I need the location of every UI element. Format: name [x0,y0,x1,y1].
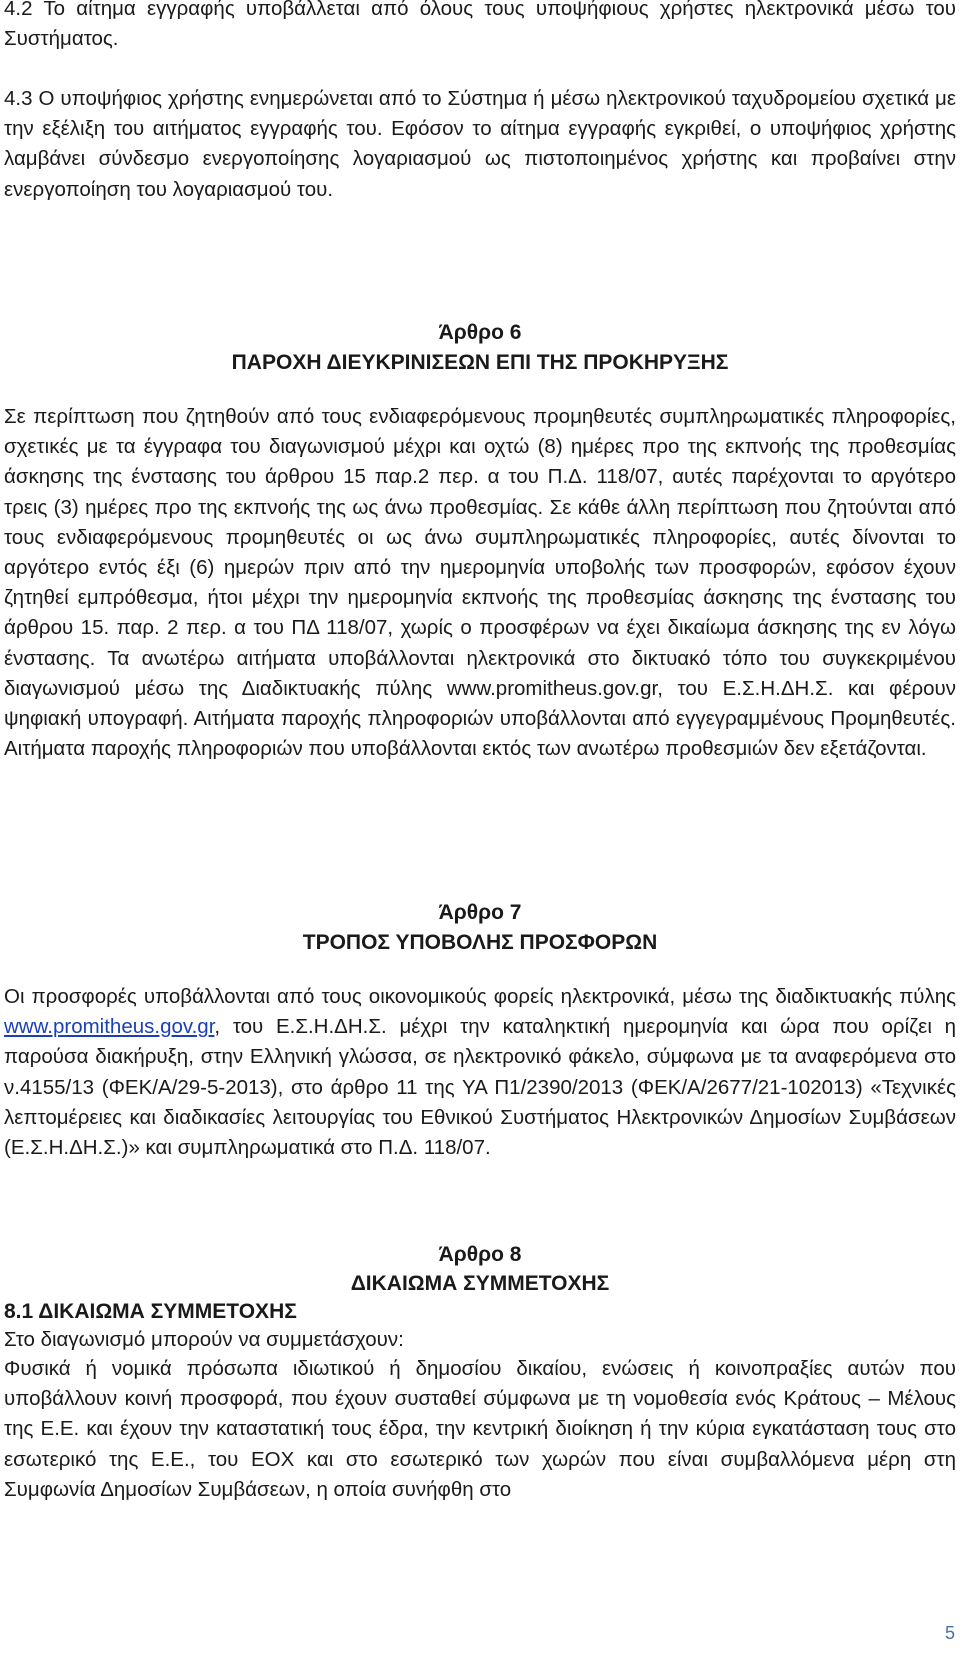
article-7-title: ΤΡΟΠΟΣ ΥΠΟΒΟΛΗΣ ΠΡΟΣΦΟΡΩΝ [302,931,658,954]
article-7-body-start: Οι προσφορές υποβάλλονται από τους οικονομικούς φορείς ηλεκτρονικά, μέσω της διαδικτυακής πύλης [4,985,956,1008]
promitheus-link[interactable]: www.promitheus.gov.gr [4,1015,215,1039]
article-6-body: Σε περίπτωση που ζητηθούν από τους ενδιαφερόμενους προμηθευτές συμπληρωματικές πληροφορίες, σχετικές με τα έγγραφα του διαγωνισμού μέχρι και οχτώ (8) ημέρες προ της εκπνοής της προθεσμίας άσκησης της ένστασης του άρθρου 15 παρ.2 περ. α του Π.Δ. 118/07, αυτές παρέχονται το αργότερο τρεις (3) ημέρες προ της εκπνοής της ως άνω προθεσμίας. Σε κάθε άλλη περίπτωση που ζητούνται από τους ενδιαφερόμενους προμηθευτές οι ως άνω συμπληρωματικές πληροφορίες, αυτές δίνονται το αργότερο εντός έξι (6) ημερών πριν από την ημερομηνία υποβολής των προσφορών, εφόσον έχουν ζητηθεί εμπρόθεσμα, ήτοι μέχρι την ημερομηνία εκπνοής της προθεσμίας άσκησης της ένστασης του άρθρου 15. παρ. 2 περ. α του ΠΔ 118/07, χωρίς ο προσφέρων να έχει δικαίωμα άσκησης της εν λόγω ένστασης. Τα ανωτέρω αιτήματα υποβάλλονται ηλεκτρονικά στο δικτυακό τόπο του συγκεκριμένου διαγωνισμού μέσω της Διαδικτυακής πύλης www.promitheus.gov.gr, του Ε.Σ.Η.ΔΗ.Σ. και φέρουν ψηφιακή υπογραφή. Αιτήματα παροχής πληροφοριών υποβάλλονται από εγγεγραμμένους Προμηθευτές. Αιτήματα παροχής πληροφοριών που υποβάλλονται εκτός των ανωτέρω προθεσμιών δεν εξετάζονται. [4,405,956,761]
article-7-number: Άρθρο 7 [438,901,522,924]
article-6-title: ΠΑΡΟΧΗ ΔΙΕΥΚΡΙΝΙΣΕΩΝ ΕΠΙ ΤΗΣ ΠΡΟΚΗΡΥΞΗΣ [231,351,729,374]
article-8-intro: Στο διαγωνισμό μπορούν να συμμετάσχουν: [4,1328,404,1351]
article-8-subheading: 8.1 ΔΙΚΑΙΩΜΑ ΣΥΜΜΕΤΟΧΗΣ [4,1300,297,1323]
article-8-title: ΔΙΚΑΙΩΜΑ ΣΥΜΜΕΤΟΧΗΣ [350,1272,610,1295]
article-7-body-end: , του Ε.Σ.Η.ΔΗ.Σ. μέχρι την καταληκτική ημερομηνία και ώρα που ορίζει η παρούσα διακήρυξη, στην Ελληνική γλώσσα, σε ηλεκτρονικό φάκελο, σύμφωνα με τα αναφερόμενα στο ν.4155/13 (ΦΕΚ/Α/29-5-2013), στο άρθρο 11 της ΥΑ Π1/2390/2013 (ΦΕΚ/Α/2677/21-102013) «Τεχνικές λεπτομέρειες και διαδικασίες λειτουργίας του Εθνικού Συστήματος Ηλεκτρονικών Δημοσίων Συμβάσεων (Ε.Σ.Η.ΔΗ.Σ.)» και συμπληρωματικά στο Π.Δ. 118/07. [4,1015,956,1160]
article-6-number: Άρθρο 6 [438,321,522,344]
page-number: 5 [944,1623,955,1643]
article-7-body [4,982,956,1163]
paragraph-4-2: 4.2 Το αίτημα εγγραφής υποβάλλεται από όλους τους υποψήφιους χρήστες ηλεκτρονικά μέσω του Συστήματος. [4,0,956,51]
article-8-body: Φυσικά ή νομικά πρόσωπα ιδιωτικού ή δημοσίου δικαίου, ενώσεις ή κοινοπραξίες αυτών που υποβάλλουν κοινή προσφορά, που έχουν συσταθεί σύμφωνα με τη νομοθεσία ενός Κράτους – Μέλους της Ε.Ε. και έχουν την καταστατική τους έδρα, την κεντρική διοίκηση ή την κύρια εγκατάσταση τους στο εσωτερικό της Ε.Ε., του ΕΟΧ και στο εσωτερικό των χωρών που είναι συμβαλλόμενα μέρη στη Συμφωνία Δημοσίων Συμβάσεων, η οποία συνήφθη στο [4,1357,956,1501]
article-8-number: Άρθρο 8 [438,1243,522,1266]
paragraph-4-3: 4.3 Ο υποψήφιος χρήστης ενημερώνεται από το Σύστημα ή μέσω ηλεκτρονικού ταχυδρομείου σχετικά με την εξέλιξη του αιτήματος εγγραφής του. Εφόσον το αίτημα εγγραφής εγκριθεί, ο υποψήφιος χρήστης λαμβάνει σύνδεσμο ενεργοποίησης λογαριασμού ως πιστοποιημένος χρήστης και προβαίνει στην ενεργοποίηση του λογαριασμού του. [4,87,956,201]
